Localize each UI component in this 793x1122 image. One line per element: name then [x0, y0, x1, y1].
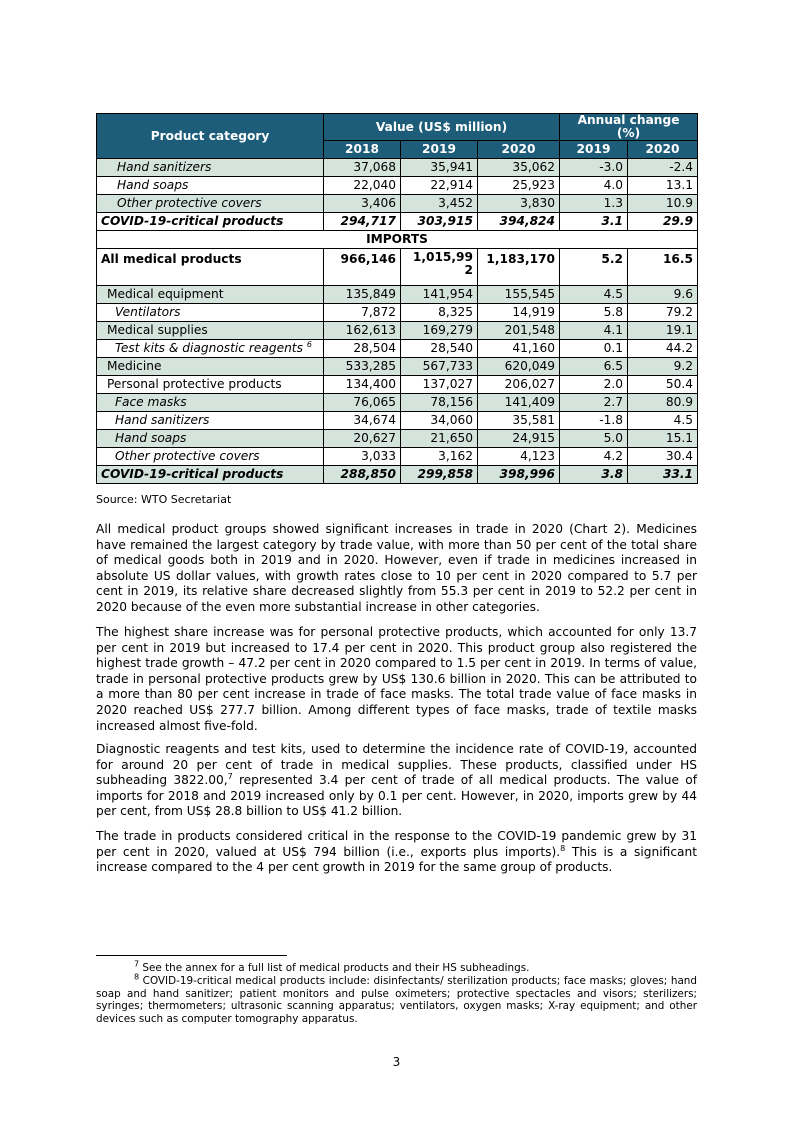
cell-2020: 1,183,170	[478, 249, 560, 286]
cell-change-2020: 9.2	[628, 358, 698, 376]
cell-change-2020: 80.9	[628, 394, 698, 412]
cell-change-2020: 13.1	[628, 177, 698, 195]
row-label: COVID-19-critical products	[97, 466, 324, 484]
cell-change-2019: 5.8	[560, 304, 628, 322]
cell-2020: 3,830	[478, 195, 560, 213]
footnote-7-number: 7	[134, 959, 140, 969]
table-row	[97, 286, 698, 304]
cell-2020: 141,409	[478, 394, 560, 412]
cell-2019: 28,540	[401, 340, 478, 358]
row-label: Ventilators	[97, 304, 324, 322]
cell-change-2020: 15.1	[628, 430, 698, 448]
cell-2018: 22,040	[324, 177, 401, 195]
row-label: Other protective covers	[97, 448, 324, 466]
footnote-ref-7: 7	[227, 772, 233, 782]
header-year-2018: 2018	[324, 141, 401, 159]
cell-change-2020: 4.5	[628, 412, 698, 430]
cell-change-2020: 19.1	[628, 322, 698, 340]
cell-2018: 294,717	[324, 213, 401, 231]
footnote-8	[96, 972, 697, 1025]
cell-change-2019: 5.0	[560, 430, 628, 448]
table-row	[97, 322, 698, 340]
row-label: Medical supplies	[97, 322, 324, 340]
row-label: Medical equipment	[97, 286, 324, 304]
cell-change-2020: -2.4	[628, 159, 698, 177]
header-product-category: Product category	[97, 114, 324, 159]
row-label: COVID-19-critical products	[97, 213, 324, 231]
row-label: Hand soaps	[97, 177, 324, 195]
medical-trade-table	[96, 113, 698, 484]
header-year-2019: 2019	[401, 141, 478, 159]
paragraph-4-text-a: The trade in products considered critical in the response to the COVID-19 pandemic grew by 31 per cent in 2020, valued at US$ 794 billion (i.e., exports plus imports).	[96, 829, 697, 859]
cell-2019: 303,915	[401, 213, 478, 231]
cell-change-2020: 10.9	[628, 195, 698, 213]
imports-section-label: IMPORTS	[97, 231, 698, 249]
cell-2019: 34,060	[401, 412, 478, 430]
cell-2019: 21,650	[401, 430, 478, 448]
table-row	[97, 394, 698, 412]
table-row	[97, 340, 698, 358]
cell-change-2019: 3.1	[560, 213, 628, 231]
table-row	[97, 358, 698, 376]
table-row	[97, 159, 698, 177]
cell-change-2019: 5.2	[560, 249, 628, 286]
footnote-ref-8: 8	[560, 843, 566, 853]
cell-2019: 137,027	[401, 376, 478, 394]
cell-2019: 8,325	[401, 304, 478, 322]
cell-change-2020: 44.2	[628, 340, 698, 358]
row-label: Hand sanitizers	[97, 159, 324, 177]
paragraph-2: The highest share increase was for personal protective products, which accounted for only 13.7 per cent in 2019 but increased to 17.4 per cent in 2020. This product group also registered the highest trade growth – 47.2 per cent in 2020 compared to 1.5 per cent in 2019. In terms of value, trade in personal protective products grew by US$ 130.6 billion in 2020. This can be attributed to a more than 80 per cent increase in trade of face masks. The total trade value of face masks in 2020 reached US$ 277.7 billion. Among different types of face masks, trade of textile masks increased almost five-fold.	[96, 625, 697, 733]
row-label: Hand soaps	[97, 430, 324, 448]
row-label-test-kits	[97, 340, 324, 358]
cell-change-2019: 6.5	[560, 358, 628, 376]
cell-2020: 25,923	[478, 177, 560, 195]
cell-2019: 1,015,992	[401, 249, 478, 286]
row-label: Personal protective products	[97, 376, 324, 394]
row-label: Hand sanitizers	[97, 412, 324, 430]
footnote-8-text: COVID-19-critical medical products include: disinfectants/ sterilization products; face masks; gloves; hand soap and hand sanitizer; patient monitors and pulse oximeters; protective spectacles and visors; sterilizers; syringes; thermometers; ultrasonic scanning apparatus; ventilators, oxygen masks; X-ray equipment; and other devices such as computer tomography apparatus.	[96, 975, 697, 1025]
cell-2018: 28,504	[324, 340, 401, 358]
cell-2018: 76,065	[324, 394, 401, 412]
cell-2018: 37,068	[324, 159, 401, 177]
cell-2020: 4,123	[478, 448, 560, 466]
row-label: Medicine	[97, 358, 324, 376]
cell-2019: 78,156	[401, 394, 478, 412]
cell-2020: 155,545	[478, 286, 560, 304]
table-row	[97, 304, 698, 322]
paragraph-3-text-b: represented 3.4 per cent of trade of all medical products. The value of imports for 2018 and 2019 increased only by 0.1 per cent. However, in 2020, imports grew by 44 per cent, from US$ 28.8 billion to US$ 41.2 billion.	[96, 773, 698, 819]
table-row	[97, 195, 698, 213]
paragraph-3	[96, 742, 697, 820]
cell-change-2019: 0.1	[560, 340, 628, 358]
table-row	[97, 430, 698, 448]
table-source: Source: WTO Secretariat	[96, 493, 232, 506]
cell-2018: 20,627	[324, 430, 401, 448]
table-row	[97, 376, 698, 394]
cell-2019: 299,858	[401, 466, 478, 484]
cell-change-2020: 79.2	[628, 304, 698, 322]
footnote-separator	[96, 955, 287, 956]
cell-change-2020: 29.9	[628, 213, 698, 231]
row-label: Other protective covers	[97, 195, 324, 213]
cell-2019: 567,733	[401, 358, 478, 376]
footnote-7-text: See the annex for a full list of medical products and their HS subheadings.	[139, 962, 530, 974]
cell-2018: 966,146	[324, 249, 401, 286]
page-number: 3	[392, 1055, 401, 1069]
header-change-group: Annual change (%)	[560, 114, 698, 141]
cell-change-2019: 4.5	[560, 286, 628, 304]
cell-change-2019: 3.8	[560, 466, 628, 484]
cell-change-2020: 16.5	[628, 249, 698, 286]
cell-2018: 162,613	[324, 322, 401, 340]
header-change-2019: 2019	[560, 141, 628, 159]
cell-change-2020: 30.4	[628, 448, 698, 466]
row-label: All medical products	[97, 249, 324, 286]
cell-2018: 7,872	[324, 304, 401, 322]
cell-change-2020: 50.4	[628, 376, 698, 394]
cell-2019: 3,162	[401, 448, 478, 466]
table-row	[97, 448, 698, 466]
table-row	[97, 412, 698, 430]
cell-2018: 288,850	[324, 466, 401, 484]
cell-2019: 35,941	[401, 159, 478, 177]
cell-2020: 206,027	[478, 376, 560, 394]
paragraph-4-text-b: This is a significant increase compared to the 4 per cent growth in 2019 for the same group of products.	[96, 844, 697, 875]
cell-2018: 3,406	[324, 195, 401, 213]
cell-change-2019: 4.2	[560, 448, 628, 466]
paragraph-4	[96, 829, 697, 876]
cell-2020: 14,919	[478, 304, 560, 322]
table-row-all-medical	[97, 249, 698, 286]
cell-2020: 35,062	[478, 159, 560, 177]
paragraph-1: All medical product groups showed significant increases in trade in 2020 (Chart 2). Medicines have remained the largest category by trade value, with more than 50 per cent of the total share of medical goods both in 2019 and in 2020. However, even if trade in medicines increased in absolute US dollar values, with growth rates close to 10 per cent in 2020 compared to 5.7 per cent in 2019, its relative share decreased slightly from 55.3 per cent in 2019 to 52.2 per cent in 2020 because of the even more substantial increase in other categories.	[96, 522, 697, 614]
imports-section-row	[97, 231, 698, 249]
cell-2018: 34,674	[324, 412, 401, 430]
cell-change-2019: 2.0	[560, 376, 628, 394]
cell-2020: 201,548	[478, 322, 560, 340]
cell-2018: 134,400	[324, 376, 401, 394]
footnote-ref-6: 6	[306, 339, 312, 349]
cell-change-2019: 1.3	[560, 195, 628, 213]
row-label: Face masks	[97, 394, 324, 412]
cell-change-2019: 4.0	[560, 177, 628, 195]
cell-change-2020: 33.1	[628, 466, 698, 484]
table-row-exports-total	[97, 213, 698, 231]
row-label-text: Test kits & diagnostic reagents	[115, 341, 303, 355]
trade-table-container	[96, 113, 697, 484]
cell-2019: 169,279	[401, 322, 478, 340]
cell-2020: 394,824	[478, 213, 560, 231]
cell-2020: 398,996	[478, 466, 560, 484]
cell-2020: 35,581	[478, 412, 560, 430]
cell-2018: 533,285	[324, 358, 401, 376]
cell-2018: 3,033	[324, 448, 401, 466]
cell-change-2019: -1.8	[560, 412, 628, 430]
cell-2019: 141,954	[401, 286, 478, 304]
cell-2020: 41,160	[478, 340, 560, 358]
footnote-8-number: 8	[134, 972, 140, 982]
paragraph-3-text-a: Diagnostic reagents and test kits, used to determine the incidence rate of COVID-19, accounted for around 20 per cent of trade in medical supplies. These products, classified under HS subheading 3822.00,	[96, 742, 697, 788]
cell-change-2019: -3.0	[560, 159, 628, 177]
table-row	[97, 177, 698, 195]
cell-2020: 620,049	[478, 358, 560, 376]
cell-change-2019: 4.1	[560, 322, 628, 340]
cell-2019: 22,914	[401, 177, 478, 195]
cell-change-2020: 9.6	[628, 286, 698, 304]
cell-2019: 3,452	[401, 195, 478, 213]
header-change-2020: 2020	[628, 141, 698, 159]
table-row-imports-total	[97, 466, 698, 484]
cell-2020: 24,915	[478, 430, 560, 448]
cell-change-2019: 2.7	[560, 394, 628, 412]
cell-2018: 135,849	[324, 286, 401, 304]
header-value-group: Value (US$ million)	[324, 114, 560, 141]
footnote-7	[96, 959, 697, 975]
header-year-2020: 2020	[478, 141, 560, 159]
